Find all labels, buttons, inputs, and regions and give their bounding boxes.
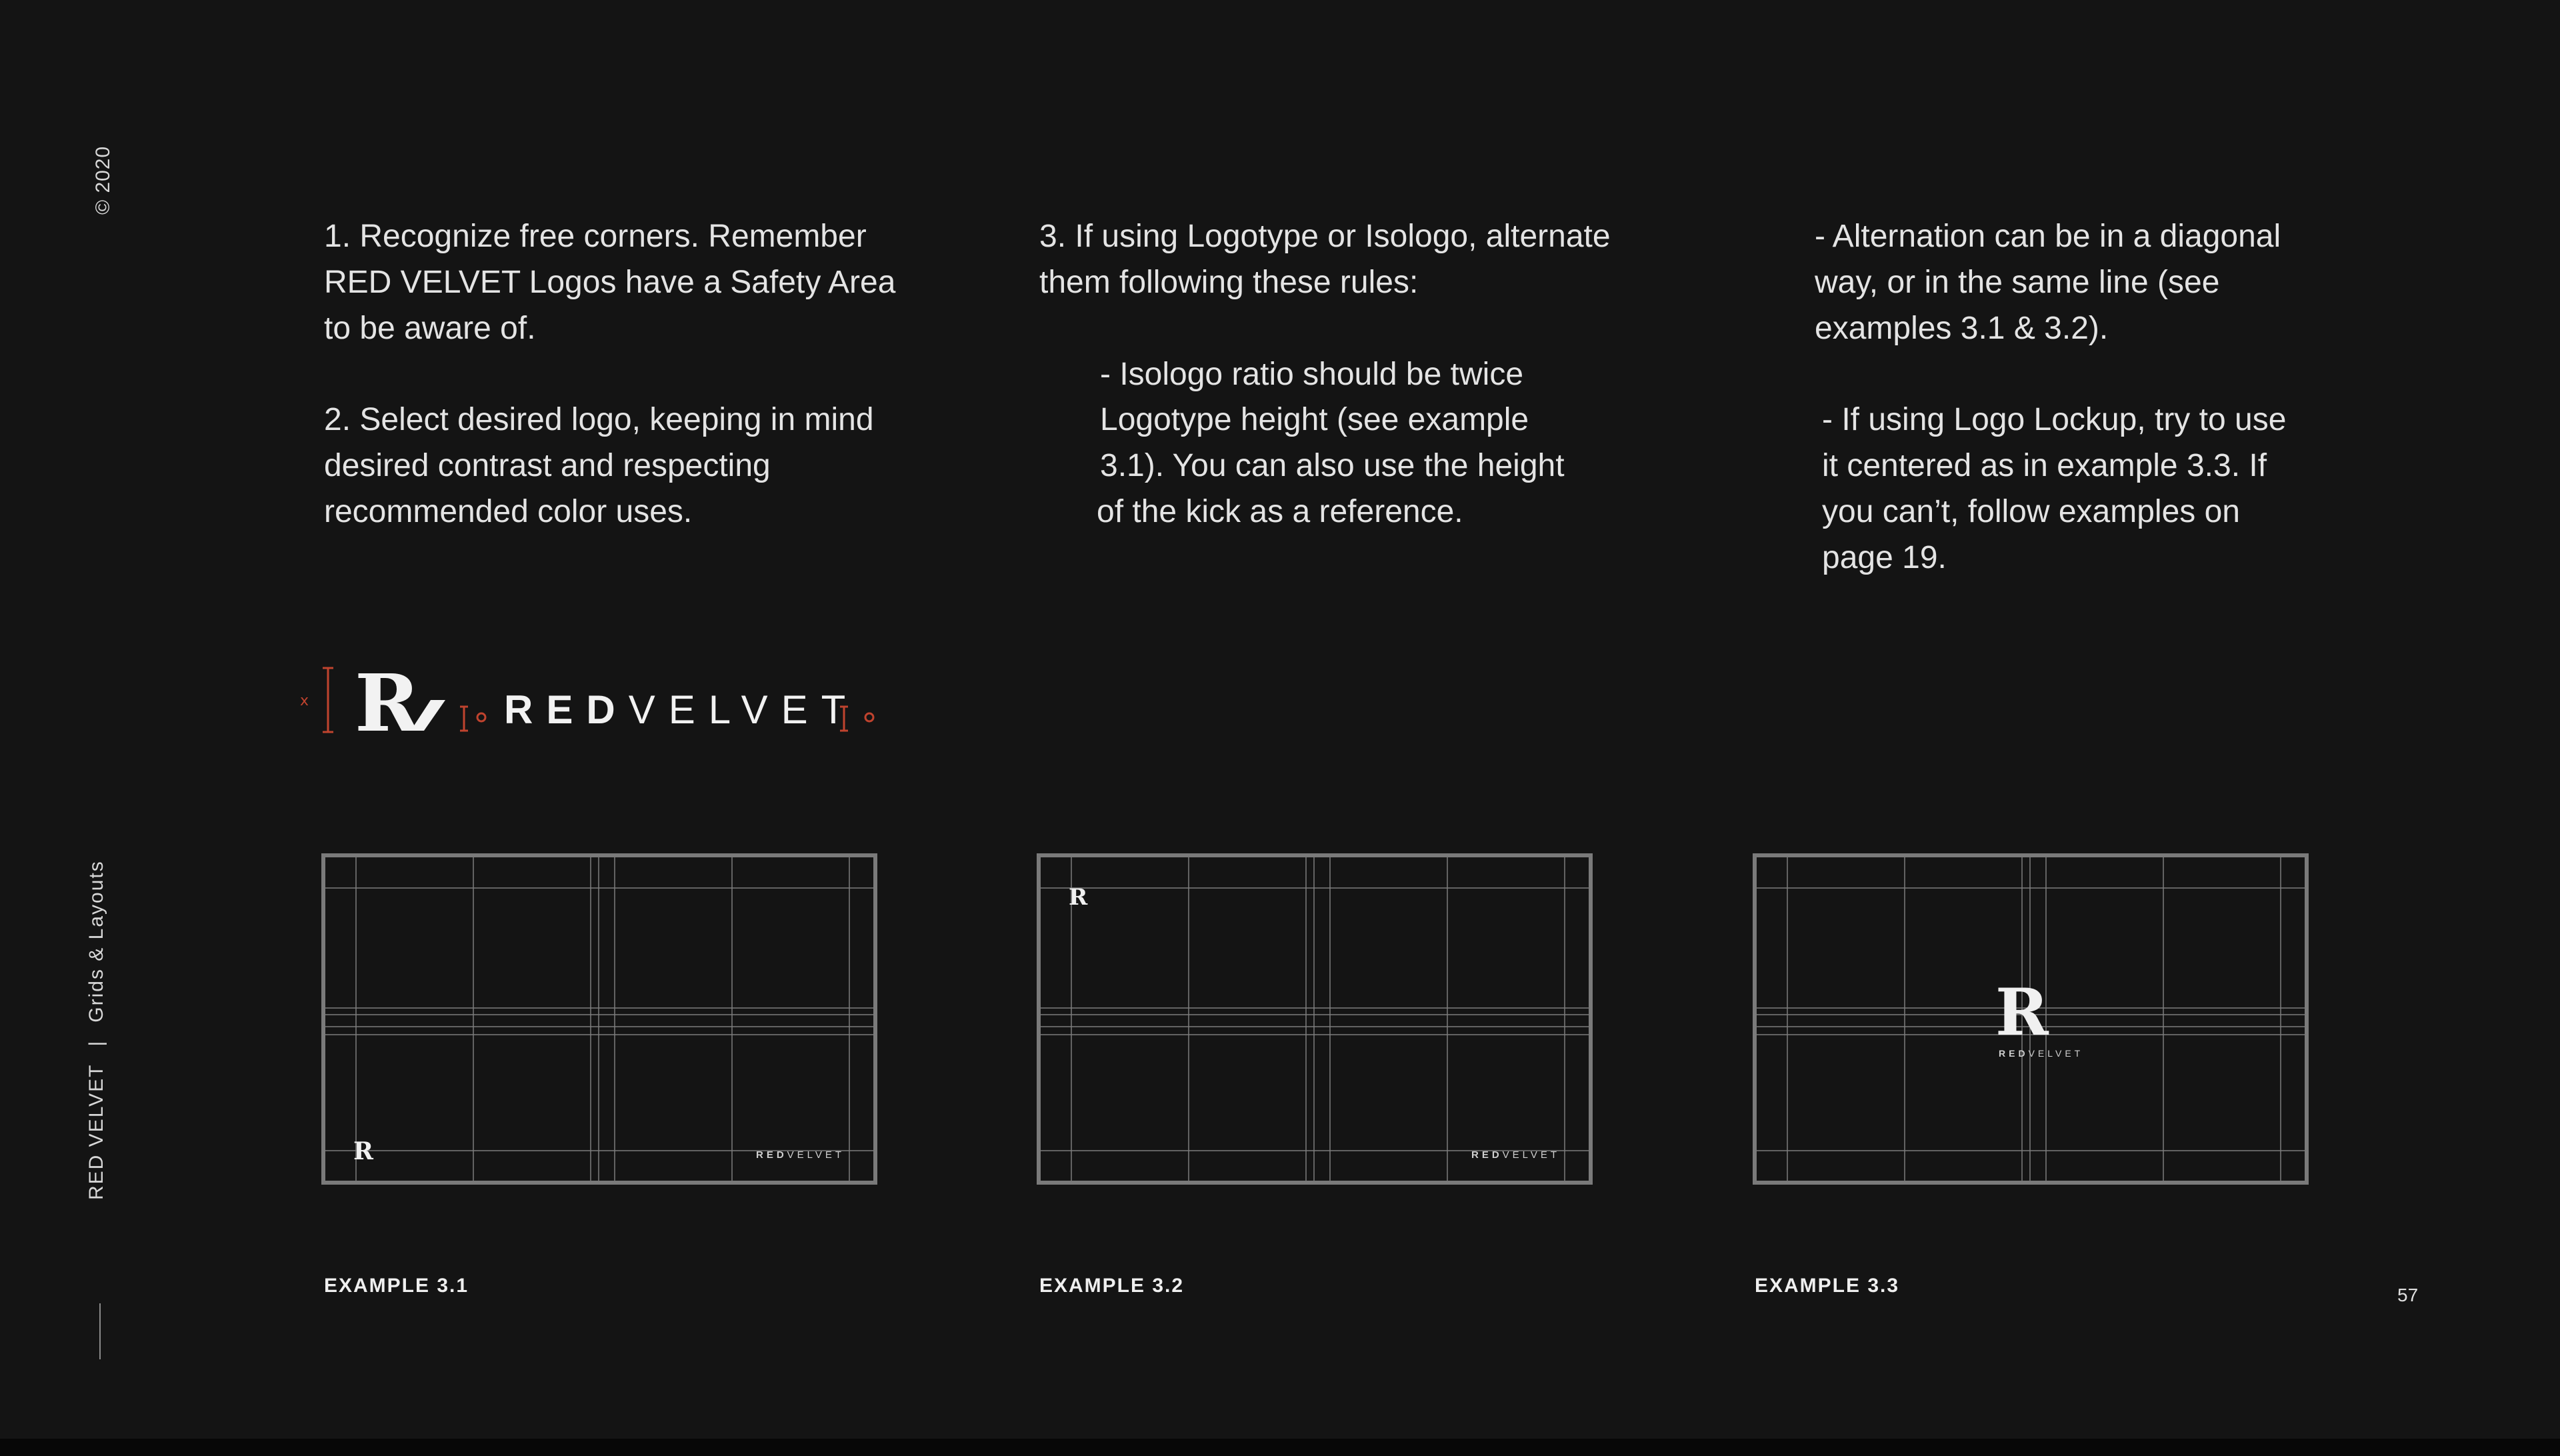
side-divider — [99, 1303, 101, 1359]
example-label-1: EXAMPLE 3.1 — [324, 1275, 469, 1297]
col3-line-2: way, or in the same line (see — [1815, 265, 2220, 300]
bottom-band — [0, 1439, 2560, 1456]
col3-line-1: - Alternation can be in a diagonal — [1815, 219, 2281, 254]
isologo-letter: R — [355, 659, 421, 745]
col1-line-1: 1. Recognize free corners. Remember — [324, 219, 867, 254]
example-label-2: EXAMPLE 3.2 — [1039, 1275, 1185, 1297]
mini-isologo: R — [1069, 884, 1088, 911]
grid-lines — [325, 857, 873, 1181]
example-frame-3 — [1753, 853, 2309, 1185]
safety-ibeam-mid — [460, 707, 485, 731]
col1-line-4: 2. Select desired logo, keeping in mind — [324, 402, 874, 437]
example-label-3: EXAMPLE 3.3 — [1755, 1275, 1900, 1297]
col2-line-3: - Isologo ratio should be twice — [1100, 357, 1524, 392]
side-section-label — [85, 860, 108, 1200]
col2-line-2: them following these rules: — [1039, 265, 1419, 300]
col2-line-6: of the kick as a reference. — [1097, 494, 1463, 529]
side-separator: | — [85, 1039, 107, 1047]
col3-line-4: - If using Logo Lockup, try to use — [1822, 402, 2287, 437]
mini-isologo: R — [353, 1137, 373, 1165]
col3-line-5: it centered as in example 3.3. If — [1822, 448, 2267, 483]
page-number: 57 — [2397, 1285, 2419, 1305]
side-brand: RED VELVET — [85, 1063, 107, 1200]
example-frame-2 — [1037, 853, 1593, 1185]
col2-line-4: Logotype height (see example — [1100, 402, 1529, 437]
mini-logotype: REDVELVET — [756, 1149, 845, 1161]
example-frame-1 — [321, 853, 877, 1185]
safety-ibeam-left — [323, 668, 333, 732]
logo-lockup — [293, 659, 893, 745]
col3-line-3: examples 3.1 & 3.2). — [1815, 311, 2109, 346]
marker-x: x — [300, 693, 309, 709]
col2-line-1: 3. If using Logotype or Isologo, alternate — [1039, 219, 1611, 254]
isologo-icon — [355, 659, 445, 745]
copyright-year: © 2020 — [92, 145, 114, 215]
mini-logotype: REDVELVET — [1999, 1048, 2084, 1059]
logotype — [504, 687, 859, 733]
col1-line-5: desired contrast and respecting — [324, 448, 771, 483]
col1-line-2: RED VELVET Logos have a Safety Area — [324, 265, 896, 300]
col1-line-3: to be aware of. — [324, 311, 536, 346]
logotype-red: RED — [504, 687, 629, 732]
col1-line-6: recommended color uses. — [324, 494, 693, 529]
grid-lines — [1041, 857, 1589, 1181]
col2-line-5: 3.1). You can also use the height — [1100, 448, 1565, 483]
col3-line-7: page 19. — [1822, 540, 1947, 575]
mini-logotype: REDVELVET — [1471, 1149, 1561, 1161]
side-section: Grids & Layouts — [85, 860, 107, 1023]
mini-isologo: R — [1995, 975, 2049, 1050]
col3-line-6: you can’t, follow examples on — [1822, 494, 2240, 529]
logotype-velvet: VELVET — [628, 687, 859, 732]
